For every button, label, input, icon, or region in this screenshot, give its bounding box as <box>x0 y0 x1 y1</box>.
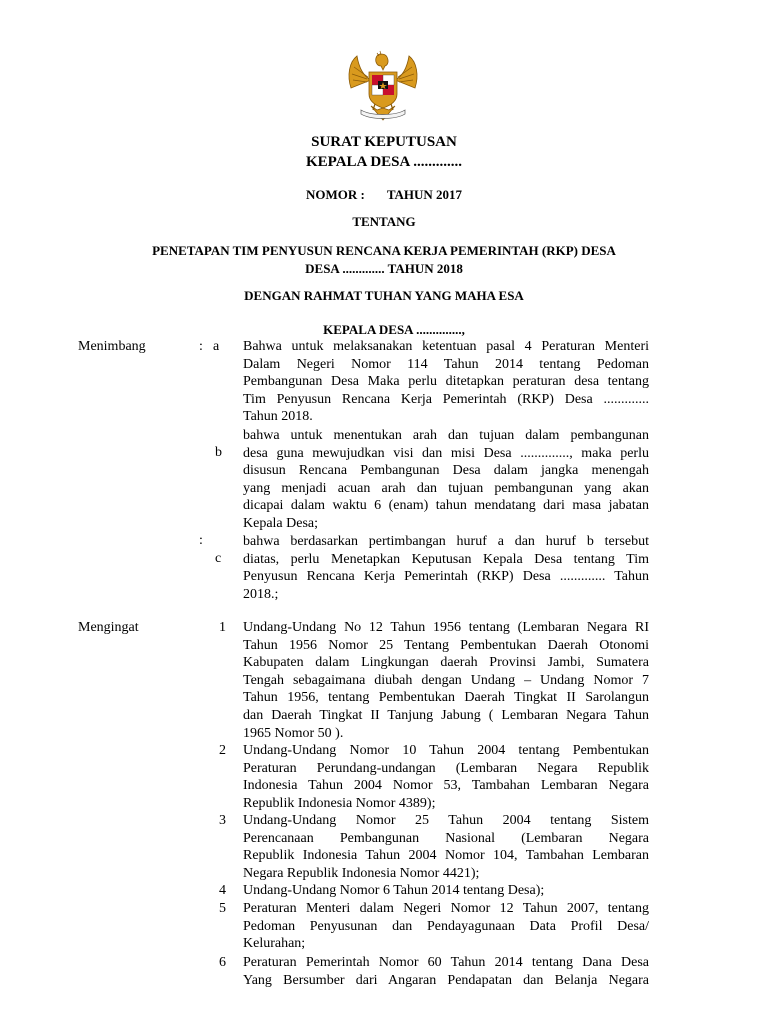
title-line-2: KEPALA DESA ............. <box>306 154 462 170</box>
blessing-line: DENGAN RAHMAT TUHAN YANG MAHA ESA <box>244 288 524 303</box>
menimbang-colon: : <box>199 339 203 354</box>
mengingat-label: Mengingat <box>78 620 139 635</box>
mengingat-item-4: Undang-Undang Nomor 6 Tahun 2014 tentang Desa); <box>243 883 545 898</box>
mengingat-item-6: Peraturan Pemerintah Nomor 60 Tahun 2014 tentang Dana Desa Yang Bersumber dari Angaran Pendapatan dan Belanja Negara <box>243 955 649 988</box>
item-letter-b: b <box>215 445 222 460</box>
item-letter-a: a <box>213 339 220 354</box>
official-title: KEPALA DESA .............., <box>323 322 465 337</box>
subject-line-2: DESA ............. TAHUN 2018 <box>305 261 463 276</box>
mengingat-num-6: 6 <box>219 955 226 970</box>
mengingat-item-2: Undang-Undang Nomor 10 Tahun 2004 tentang Pembentukan Peraturan Perundang-undangan (Lembaran Negara Republik Indonesia Tahun 2004 Nomor 53, Tambahan Lembaran Negara Republik Indonesia Nomor 4389); <box>243 743 649 811</box>
menimbang-item-b: bahwa untuk menentukan arah dan tujuan dalam pembangunan desa guna mewujudkan visi dan misi Desa .............., maka perlu disusun Rencana Pembangunan Desa dalam jangka menengah yang menjadi acuan arah dan tujuan pembangunan yang akan dicapai dalam waktu 6 (enam) tahun mendatang dari masa jabatan Kepala Desa; <box>243 428 649 531</box>
nomor-tahun: TAHUN 2017 <box>386 187 463 202</box>
mengingat-item-5: Peraturan Menteri dalam Negeri Nomor 12 Tahun 2007, tentang Pedoman Penyusunan dan Pendayagunaan Data Profil Desa/ Kelurahan; <box>243 901 649 952</box>
mengingat-num-5: 5 <box>219 901 226 916</box>
menimbang-item-a: Bahwa untuk melaksanakan ketentuan pasal 4 Peraturan Menteri Dalam Negeri Nomor 114 Tahun 2014 tentang Pedoman Pembangunan Desa Maka perlu ditetapkan peraturan desa tentang Tim Penyusun Rencana Kerja Pemerintah (RKP) Desa ............. Tahun 2018. <box>243 339 649 425</box>
tentang-heading: TENTANG <box>352 214 416 229</box>
mengingat-num-4: 4 <box>219 883 226 898</box>
menimbang-label: Menimbang <box>78 339 146 354</box>
nomor-label: NOMOR : <box>305 187 365 202</box>
mengingat-item-1: Undang-Undang No 12 Tahun 1956 tentang (Lembaran Negara RI Tahun 1956 Nomor 25 Tentang Pembentukan Daerah Otonomi Kabupaten dalam Lingkungan daerah Provinsi Jambi, Sumatera Tengah sebagaimana diubah dengan Undang – Undang Nomor 7 Tahun 1956, tentang Pembentukan Daerah Tingkat II Sarolangun dan Daerah Tingkat II Tanjung Jabung ( Lembaran Negara Tahun 1965 Nomor 50 ). <box>243 620 649 741</box>
title-line-1: SURAT KEPUTUSAN <box>311 134 457 150</box>
menimbang-item-c: bahwa berdasarkan pertimbangan huruf a dan huruf b tersebut diatas, perlu Menetapkan Keputusan Kepala Desa tentang Tim Penyusun Rencana Kerja Pemerintah (RKP) Desa ............. Tahun 2018.; <box>243 534 649 602</box>
mengingat-num-3: 3 <box>219 813 226 828</box>
garuda-emblem-icon <box>345 50 421 124</box>
mengingat-num-1: 1 <box>219 620 226 635</box>
mengingat-num-2: 2 <box>219 743 226 758</box>
item-letter-c: c <box>215 551 222 566</box>
nomor-line <box>0 187 768 203</box>
subject-line-1: PENETAPAN TIM PENYUSUN RENCANA KERJA PEMERINTAH (RKP) DESA <box>152 243 616 258</box>
item-c-colon: : <box>199 533 203 548</box>
mengingat-item-3: Undang-Undang Nomor 25 Tahun 2004 tentang Sistem Perencanaan Pembangunan Nasional (Lembaran Negara Republik Indonesia Tahun 2004 Nomor 104, Tambahan Lembaran Negara Republik Indonesia Nomor 4421); <box>243 813 649 881</box>
